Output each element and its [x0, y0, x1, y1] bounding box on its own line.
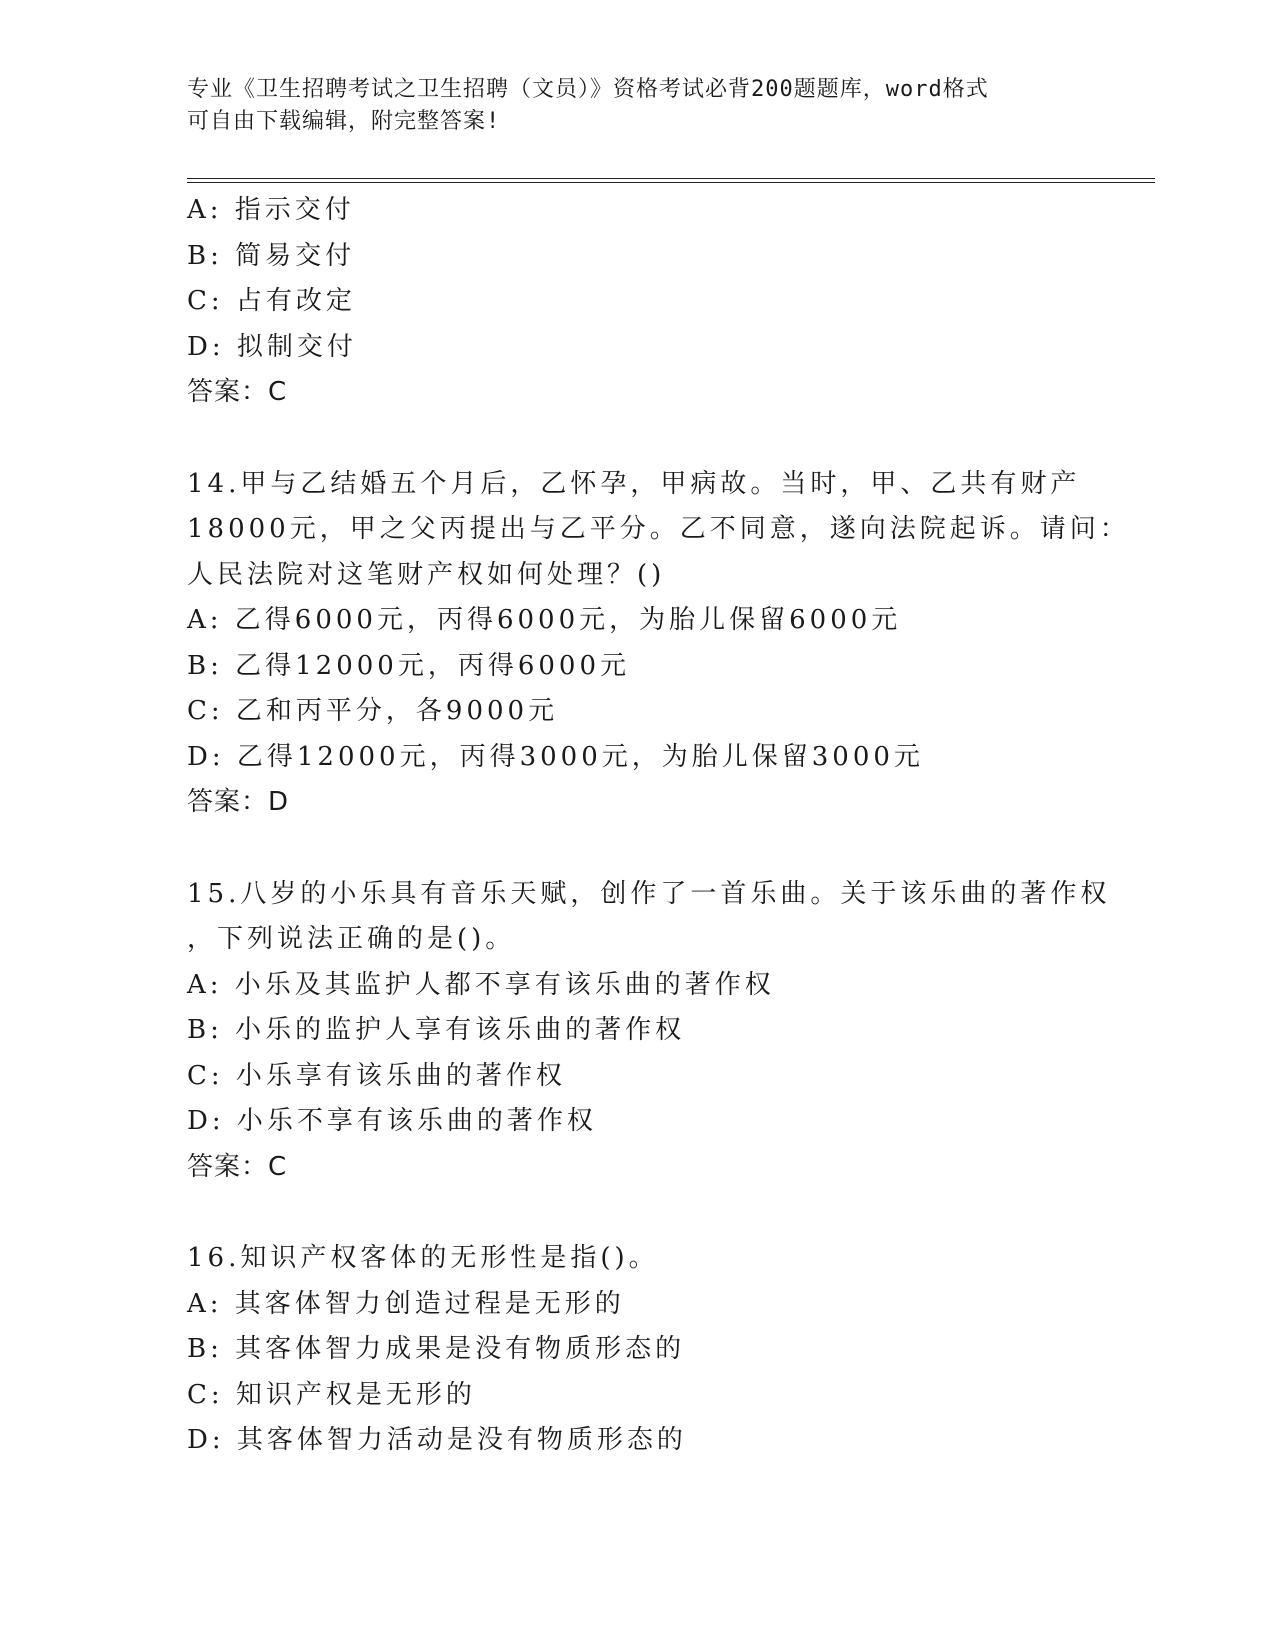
header-title-line-2: 可自由下载编辑，附完整答案! — [187, 109, 501, 134]
option-b: B: 其客体智力成果是没有物质形态的 — [187, 1334, 686, 1364]
question-text-line: 15.八岁的小乐具有音乐天赋，创作了一首乐曲。关于该乐曲的著作权 — [187, 878, 1111, 909]
document-header — [187, 74, 1087, 138]
option-d: D: 其客体智力活动是没有物质形态的 — [187, 1425, 687, 1455]
question-text-line: 14.甲与乙结婚五个月后，乙怀孕，甲病故。当时，甲、乙共有财产 — [187, 468, 1081, 499]
option-a: A: 指示交付 — [187, 195, 355, 225]
option-d: D: 拟制交付 — [187, 331, 357, 362]
option-d: D: 乙得12000元，丙得3000元，为胎儿保留3000元 — [187, 741, 924, 772]
option-a: A: 乙得6000元，丙得6000元，为胎儿保留6000元 — [187, 605, 902, 635]
option-b: B: 简易交付 — [187, 240, 356, 271]
answer-line: 答案：C — [187, 1151, 288, 1182]
answer-line: 答案：C — [187, 377, 288, 407]
option-c: C: 占有改定 — [187, 286, 356, 316]
question-text-line: ，下列说法正确的是()。 — [187, 924, 516, 954]
document-body — [187, 188, 1130, 1464]
question-text-line: 人民法院对这笔财产权如何处理？() — [187, 559, 666, 590]
option-a: A: 其客体智力创造过程是无形的 — [187, 1288, 625, 1319]
option-b: B: 小乐的监护人享有该乐曲的著作权 — [187, 1015, 686, 1045]
option-d: D: 小乐不享有该乐曲的著作权 — [187, 1106, 597, 1136]
option-c: C: 小乐享有该乐曲的著作权 — [187, 1060, 566, 1091]
question-16 — [187, 1236, 1107, 1464]
header-divider — [187, 178, 1155, 183]
question-text-line: 18000元，甲之父丙提出与乙平分。乙不同意，遂向法院起诉。请问： — [187, 514, 1130, 544]
option-b: B: 乙得12000元，丙得6000元 — [187, 650, 631, 681]
option-a: A: 小乐及其监护人都不享有该乐曲的著作权 — [187, 969, 775, 1000]
answer-line: 答案：D — [187, 787, 290, 817]
option-c: C: 乙和丙平分，各9000元 — [187, 696, 559, 726]
prev-question-block — [187, 188, 1107, 416]
header-title-line-1: 专业《卫生招聘考试之卫生招聘（文员）》资格考试必背200题题库，word格式 — [187, 77, 989, 102]
question-14 — [187, 462, 1130, 826]
option-c: C: 知识产权是无形的 — [187, 1379, 476, 1410]
question-text-line: 16.知识产权客体的无形性是指()。 — [187, 1243, 659, 1273]
question-15 — [187, 872, 1111, 1191]
